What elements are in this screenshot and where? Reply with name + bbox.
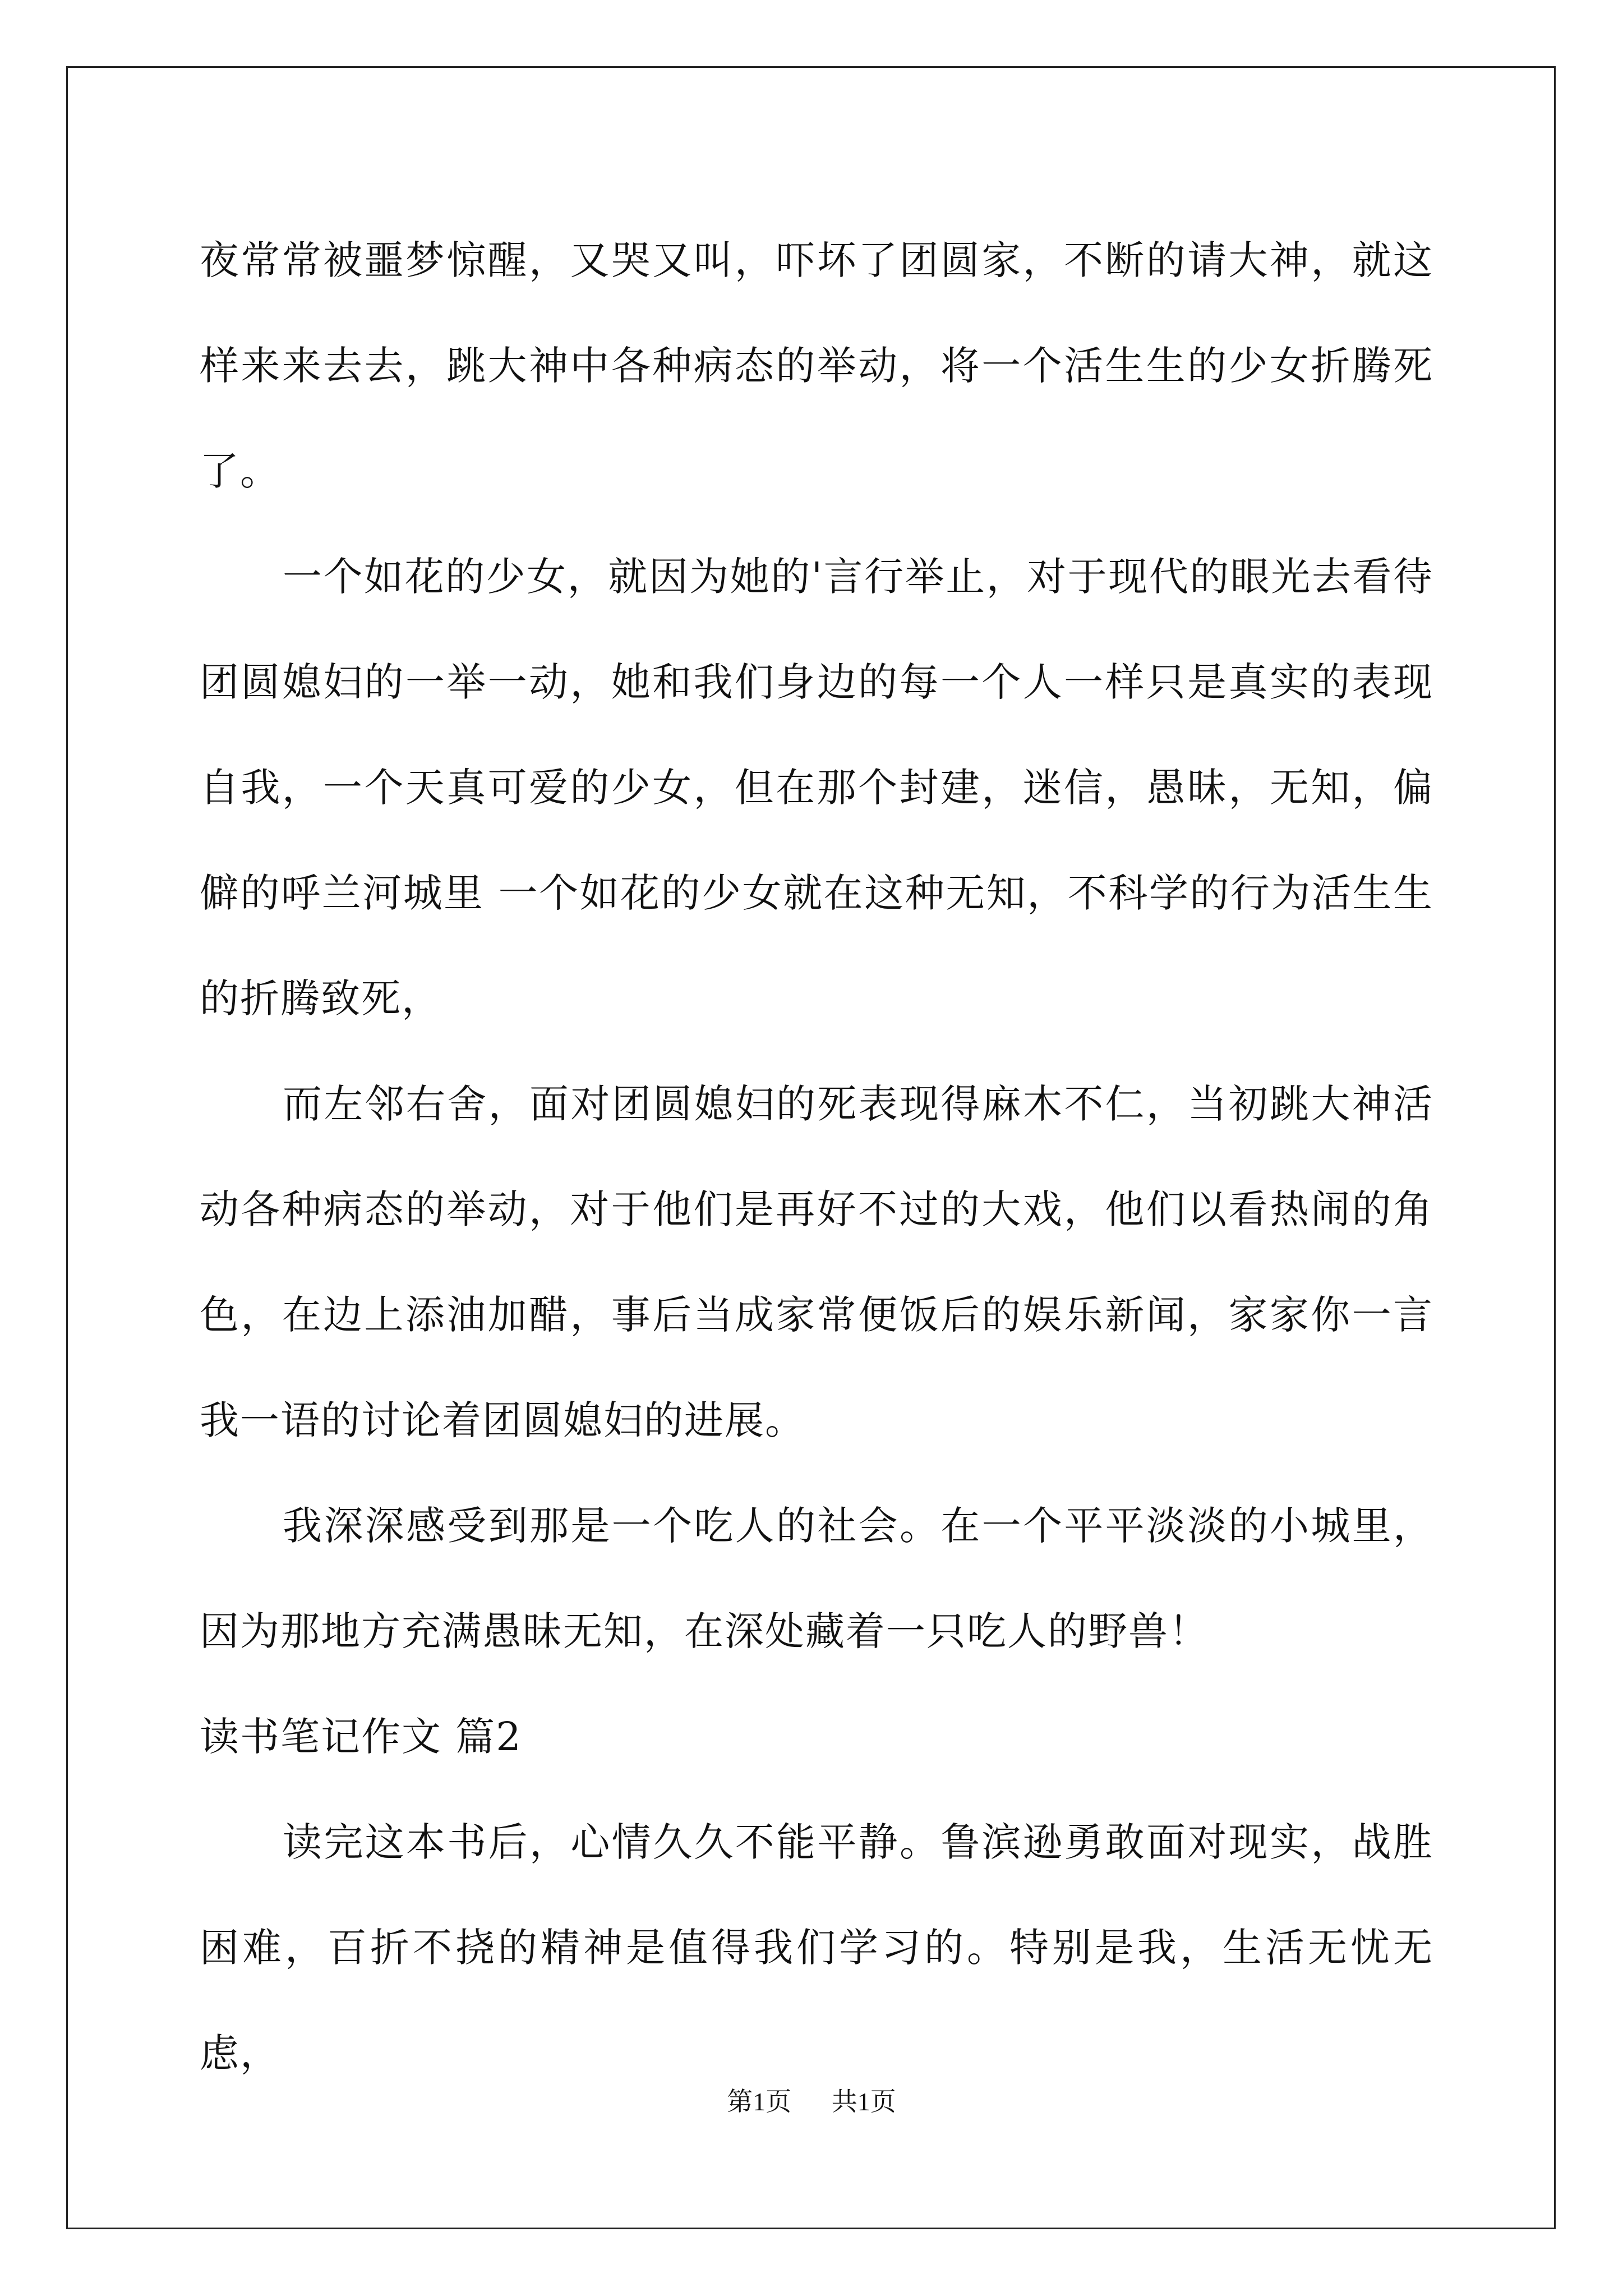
paragraph-5: 读完这本书后，心情久久不能平静。鲁滨逊勇敢面对现实，战胜困难，百折不挠的精神是值得我们学习的。特别是我，生活无忧无虑， — [200, 1819, 1433, 2076]
paragraph-1: 夜常常被噩梦惊醒，又哭又叫，吓坏了团圆家，不断的请大神，就这样来来去去，跳大神中各种病态的举动，将一个活生生的少女折腾死了。 — [200, 237, 1433, 494]
paragraph-2: 一个如花的少女，就因为她的'言行举止，对于现代的眼光去看待团圆媳妇的一举一动，她和我们身边的每一个人一样只是真实的表现自我，一个天真可爱的少女，但在那个封建，迷信，愚昧，无知，偏僻的呼兰河城里 一个如花的少女就在这种无知，不科学的行为活生生的折腾致死， — [200, 554, 1433, 1022]
document-body — [200, 208, 1433, 2106]
paragraph-3: 而左邻右舍，面对团圆媳妇的死表现得麻木不仁，当初跳大神活动各种病态的举动，对于他们是再好不过的大戏，他们以看热闹的角色，在边上添油加醋，事后当成家常便饭后的娱乐新闻，家家你一言我一语的讨论着团圆媳妇的进展。 — [200, 1081, 1433, 1443]
paragraph-4: 我深深感受到那是一个吃人的社会。在一个平平淡淡的小城里，因为那地方充满愚昧无知，在深处藏着一只吃人的野兽！ — [200, 1503, 1433, 1654]
section-heading: 读书笔记作文 篇2 — [200, 1714, 522, 1760]
page-number: 第1页 — [727, 2087, 792, 2116]
page-total: 共1页 — [831, 2087, 896, 2116]
page-footer — [0, 2081, 1623, 2118]
